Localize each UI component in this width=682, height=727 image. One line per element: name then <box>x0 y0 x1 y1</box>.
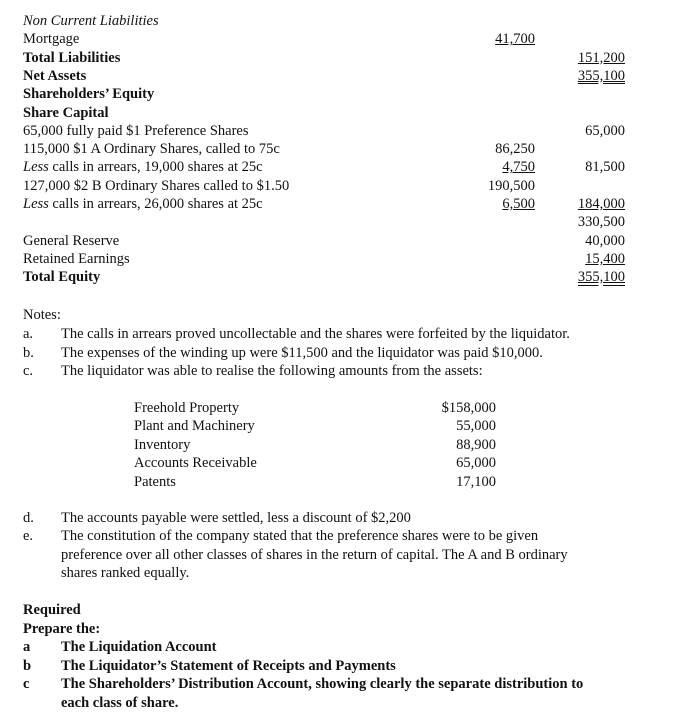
statement-row-label-text: 127,000 $2 B Ordinary Shares called to $1.50 <box>23 177 290 194</box>
required-text: The Liquidation Account <box>61 639 217 655</box>
statement-row-label-text: Shareholders’ Equity <box>23 86 155 103</box>
note-marker: b. <box>23 344 34 361</box>
asset-amount: $158,000 <box>441 400 496 416</box>
statement-amount-col2: 15,400 <box>585 250 625 267</box>
statement-row-label-text: 65,000 fully paid $1 Preference Shares <box>23 122 249 139</box>
notes-heading: Notes: <box>23 307 61 323</box>
statement-amount-col2: 184,000 <box>577 196 625 212</box>
statement-row-label <box>23 140 280 158</box>
statement-row-label-text: General Reserve <box>23 232 120 249</box>
note-marker: c. <box>23 363 34 379</box>
statement-row-label <box>23 122 249 140</box>
required-marker: b <box>23 657 32 674</box>
note-marker: a. <box>23 326 34 342</box>
statement-row-label-text: Net Assets <box>23 67 87 84</box>
note-text: The expenses of the winding up were $11,500 and the liquidator was paid $10,000. <box>61 344 543 361</box>
asset-name: Patents <box>134 473 176 490</box>
statement-row-label <box>23 268 100 286</box>
statement-amount-col1: 190,500 <box>487 177 535 194</box>
statement-amount-col1: 41,700 <box>495 31 535 48</box>
statement-amount-col1: 6,500 <box>502 196 535 212</box>
asset-amount: 65,000 <box>456 455 496 472</box>
statement-amount-col2: 81,500 <box>585 159 625 176</box>
statement-row-label-text: Mortgage <box>23 31 80 48</box>
required-subheading: Prepare the: <box>23 621 101 637</box>
statement-row-label-italic: Less <box>23 196 49 212</box>
statement-row-label-text: calls in arrears, 26,000 shares at 25c <box>48 196 263 212</box>
statement-row-label <box>23 158 263 176</box>
statement-row-label-text: 115,000 $1 A Ordinary Shares, called to 75c <box>23 141 280 158</box>
note-text: The accounts payable were settled, less a discount of $2,200 <box>61 510 411 526</box>
required-text: each class of share. <box>61 694 179 711</box>
note-marker: d. <box>23 510 34 526</box>
asset-amount: 55,000 <box>456 418 496 435</box>
statement-row-label <box>23 104 109 122</box>
statement-amount-col2: 40,000 <box>585 232 625 249</box>
statement-amount-col2: 355,100 <box>577 67 625 84</box>
statement-row-label <box>23 67 86 85</box>
statement-row-label <box>23 250 130 268</box>
asset-name: Plant and Machinery <box>134 418 255 435</box>
statement-row-label-text: Total Liabilities <box>23 49 121 66</box>
statement-row-label-text: Total Equity <box>23 269 101 286</box>
note-text: The liquidator was able to realise the following amounts from the assets: <box>61 363 483 379</box>
asset-name: Freehold Property <box>134 400 240 416</box>
statement-row-label <box>23 30 79 48</box>
asset-amount: 88,900 <box>456 436 496 453</box>
statement-amount-col2: 65,000 <box>585 122 625 139</box>
statement-row-label <box>23 195 263 213</box>
statement-row-label <box>23 177 289 195</box>
statement-row-label-text: Retained Earnings <box>23 250 130 267</box>
required-heading: Required <box>23 602 81 618</box>
note-text: The calls in arrears proved uncollectable and the shares were forfeited by the liquidator. <box>61 326 570 342</box>
statement-row-label-text: Share Capital <box>23 104 109 121</box>
statement-row-label-italic: Less <box>23 159 49 176</box>
asset-name: Accounts Receivable <box>134 455 257 472</box>
statement-row-label <box>23 49 120 67</box>
statement-amount-col1: 86,250 <box>495 141 535 158</box>
statement-row-label <box>23 85 154 103</box>
statement-row-label <box>23 12 159 30</box>
note-text: The constitution of the company stated that the preference shares were to be given <box>61 528 539 545</box>
asset-amount: 17,100 <box>456 473 496 490</box>
required-marker: a <box>23 639 31 655</box>
statement-amount-col2: 330,500 <box>577 214 625 231</box>
note-text: shares ranked equally. <box>61 564 190 581</box>
statement-row-label-text: Non Current Liabilities <box>23 13 159 29</box>
asset-name: Inventory <box>134 436 191 453</box>
statement-row-label-text: calls in arrears, 19,000 shares at 25c <box>48 159 263 176</box>
required-text: The Liquidator’s Statement of Receipts and Payments <box>61 657 396 674</box>
statement-row-label <box>23 232 119 250</box>
required-text: The Shareholders’ Distribution Account, showing clearly the separate distribution to <box>61 676 584 692</box>
required-marker: c <box>23 676 30 692</box>
statement-amount-col2: 151,200 <box>577 49 625 66</box>
note-marker: e. <box>23 528 34 545</box>
statement-amount-col2: 355,100 <box>577 269 625 286</box>
statement-amount-col1: 4,750 <box>502 159 535 176</box>
note-text: preference over all other classes of shares in the return of capital. The A and B ordinary <box>61 546 568 563</box>
